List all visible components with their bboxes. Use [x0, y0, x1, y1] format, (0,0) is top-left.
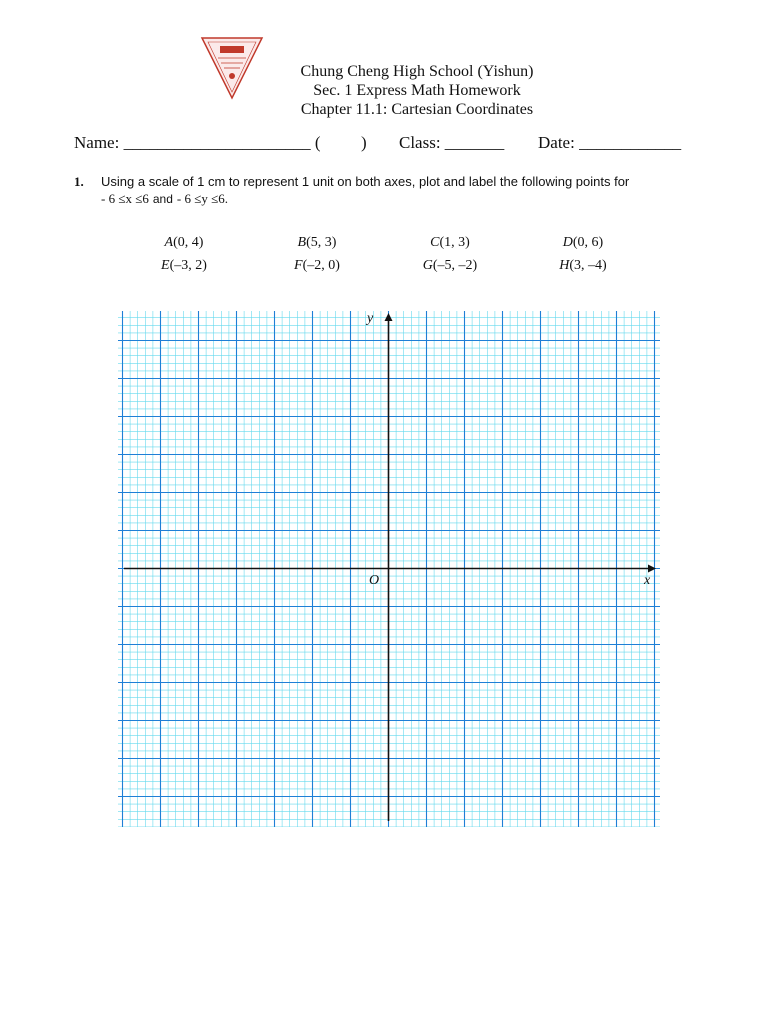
- point-f: F(–2, 0): [294, 258, 340, 273]
- origin-label: O: [369, 573, 380, 588]
- point-h: H(3, –4): [559, 258, 607, 273]
- x-range: - 6 ≤x ≤6: [101, 191, 149, 206]
- point-e: E(–3, 2): [161, 258, 207, 273]
- y-axis-label: y: [367, 311, 374, 326]
- chapter-title: Chapter 11.1: Cartesian Coordinates: [300, 101, 534, 118]
- question-range: [101, 191, 228, 207]
- point-a: A(0, 4): [164, 235, 204, 250]
- question-number: 1.: [74, 174, 84, 189]
- point-c: C(1, 3): [430, 235, 470, 250]
- y-axis-arrow: [385, 313, 393, 321]
- course-title: Sec. 1 Express Math Homework: [313, 82, 521, 99]
- school-crest-logo: [200, 36, 264, 100]
- school-name: Chung Cheng High School (Yishun): [300, 63, 534, 80]
- point-g: G(–5, –2): [422, 258, 478, 273]
- name-field[interactable]: Name: ______________________ (: [74, 133, 321, 152]
- range-connector: and: [152, 192, 173, 206]
- index-paren-close: ): [361, 133, 367, 152]
- question-text: Using a scale of 1 cm to represent 1 unit on both axes, plot and label the following points for: [101, 174, 630, 189]
- y-range: - 6 ≤y ≤6: [176, 191, 225, 206]
- date-field[interactable]: Date: ____________: [538, 133, 682, 152]
- point-d: D(0, 6): [562, 235, 604, 250]
- point-b: B(5, 3): [297, 235, 337, 250]
- range-period: .: [224, 191, 228, 206]
- graph-paper[interactable]: [118, 311, 660, 827]
- x-axis-label: x: [644, 573, 651, 588]
- class-field[interactable]: Class: _______: [399, 133, 505, 152]
- graph-grid[interactable]: [118, 311, 660, 827]
- school-header: [272, 62, 562, 119]
